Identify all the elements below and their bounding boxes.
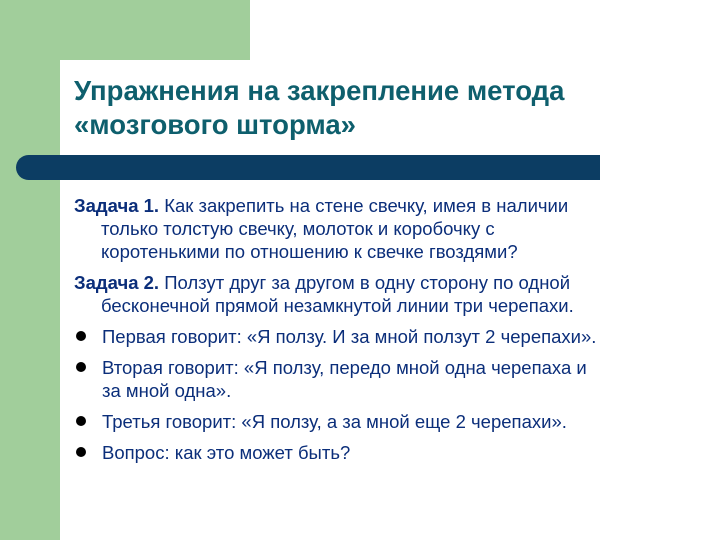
bullet-item-4 [74, 441, 709, 464]
bullet-list [74, 325, 709, 464]
bullet-item-3 [74, 410, 709, 433]
bullet-2-line-2: за мной одна». [102, 380, 232, 401]
task-1-line-1 [74, 194, 709, 217]
bullet-dot-icon [76, 331, 86, 341]
task-2-label: Задача 2. [74, 272, 160, 293]
bullet-1-line-1: Первая говорит: «Я ползу. И за мной ползут 2 черепахи». [102, 326, 597, 347]
task-2 [74, 271, 709, 317]
task-1-line-3: коротенькими по отношению к свечке гвоздями? [101, 241, 518, 262]
bullet-3-line-1: Третья говорит: «Я ползу, а за мной еще 2 черепахи». [102, 411, 567, 432]
slide-title-line-1: Упражнения на закрепление метода [74, 75, 565, 106]
slide-title [74, 74, 694, 142]
task-2-text-1: Ползут друг за другом в одну сторону по одной [164, 272, 571, 293]
green-top-band [0, 0, 250, 60]
task-2-line-1 [74, 271, 709, 294]
task-1-line-2: только толстую свечку, молоток и коробочку с [101, 218, 495, 239]
bullet-2-line-1: Вторая говорит: «Я ползу, передо мной одна черепаха и [102, 357, 587, 378]
bullet-dot-icon [76, 447, 86, 457]
task-1-label: Задача 1. [74, 195, 160, 216]
task-1 [74, 194, 709, 263]
bullet-item-1 [74, 325, 709, 348]
title-divider-bar [16, 155, 600, 180]
green-side-band [0, 0, 60, 540]
bullet-4-line-1: Вопрос: как это может быть? [102, 442, 351, 463]
task-1-text-1: Как закрепить на стене свечку, имея в наличии [164, 195, 569, 216]
bullet-item-2 [74, 356, 709, 402]
slide-body [74, 194, 709, 472]
bullet-dot-icon [76, 416, 86, 426]
slide-title-line-2: «мозгового шторма» [74, 109, 356, 140]
bullet-dot-icon [76, 362, 86, 372]
task-2-line-2: бесконечной прямой незамкнутой линии три черепахи. [101, 295, 574, 316]
